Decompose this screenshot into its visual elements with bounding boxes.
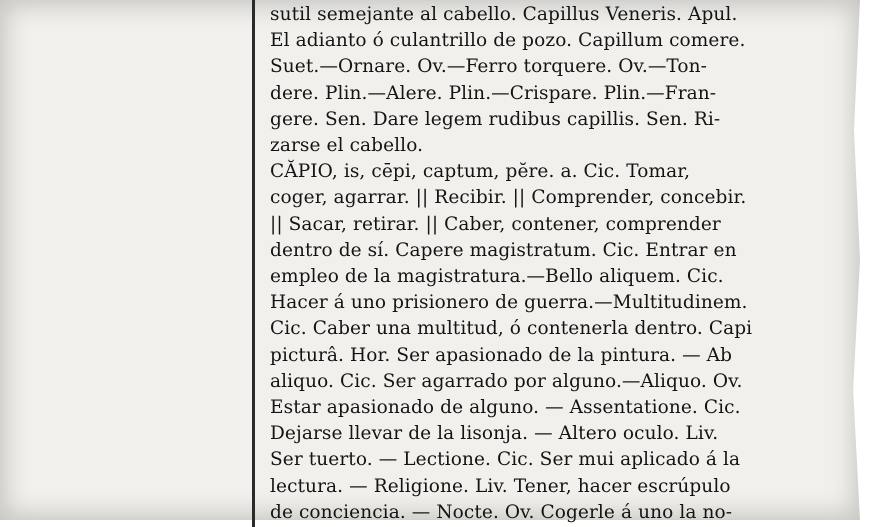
right-column-line: Ser tuerto. — Lectione. Cic. Ser mui aplicado á la — [270, 449, 741, 471]
right-column-line: CĂPIO, is, cēpi, captum, pĕre. a. Cic. Tomar, — [270, 161, 691, 183]
right-column-line: El adianto ó culantrillo de pozo. Capillum comere. — [270, 30, 746, 52]
right-column-line: aliquo. Cic. Ser agarrado por alguno.—Aliquo. Ov. — [270, 370, 743, 392]
right-column-line: sutil semejante al cabello. Capillus Veneris. Apul. — [270, 4, 738, 25]
right-column-line: empleo de la magistratura.—Bello aliquem. Cic. — [270, 266, 724, 287]
right-column-line: lectura. — Religione. Liv. Tener, hacer escrúpulo — [270, 475, 731, 497]
right-column-line: gere. Sen. Dare legem rudibus capillis. Sen. Ri- — [270, 108, 721, 130]
right-column-line: Dejarse llevar de la lisonja. — Altero oculo. Liv. — [270, 423, 719, 445]
right-column-line: Suet.—Ornare. Ov.—Ferro torquere. Ov.—Ton- — [270, 56, 708, 78]
right-column-line: Cic. Caber una multitud, ó contenerla dentro. Capi — [270, 318, 753, 340]
right-column-line: coger, agarrar. || Recibir. || Comprender, concebir. — [270, 187, 747, 209]
right-column-line: de conciencia. — Nocte. Ov. Cogerle á uno la no- — [270, 501, 733, 523]
right-column-line: picturâ. Hor. Ser apasionado de la pintura. — Ab — [270, 344, 733, 366]
right-column-line: Estar apasionado de alguno. — Assentatione. Cic. — [270, 397, 741, 418]
right-column-line: Hacer á uno prisionero de guerra.—Multitudinem. — [270, 292, 748, 314]
right-column-line: || Sacar, retirar. || Caber, contener, comprender — [270, 213, 721, 235]
right-column-line: dentro de sí. Capere magistratum. Cic. Entrar en — [270, 239, 737, 261]
column-divider — [252, 0, 255, 527]
right-column-line: dere. Plin.—Alere. Plin.—Crispare. Plin.—Fran- — [270, 82, 717, 104]
right-column-line: zarse el cabello. — [270, 135, 424, 156]
